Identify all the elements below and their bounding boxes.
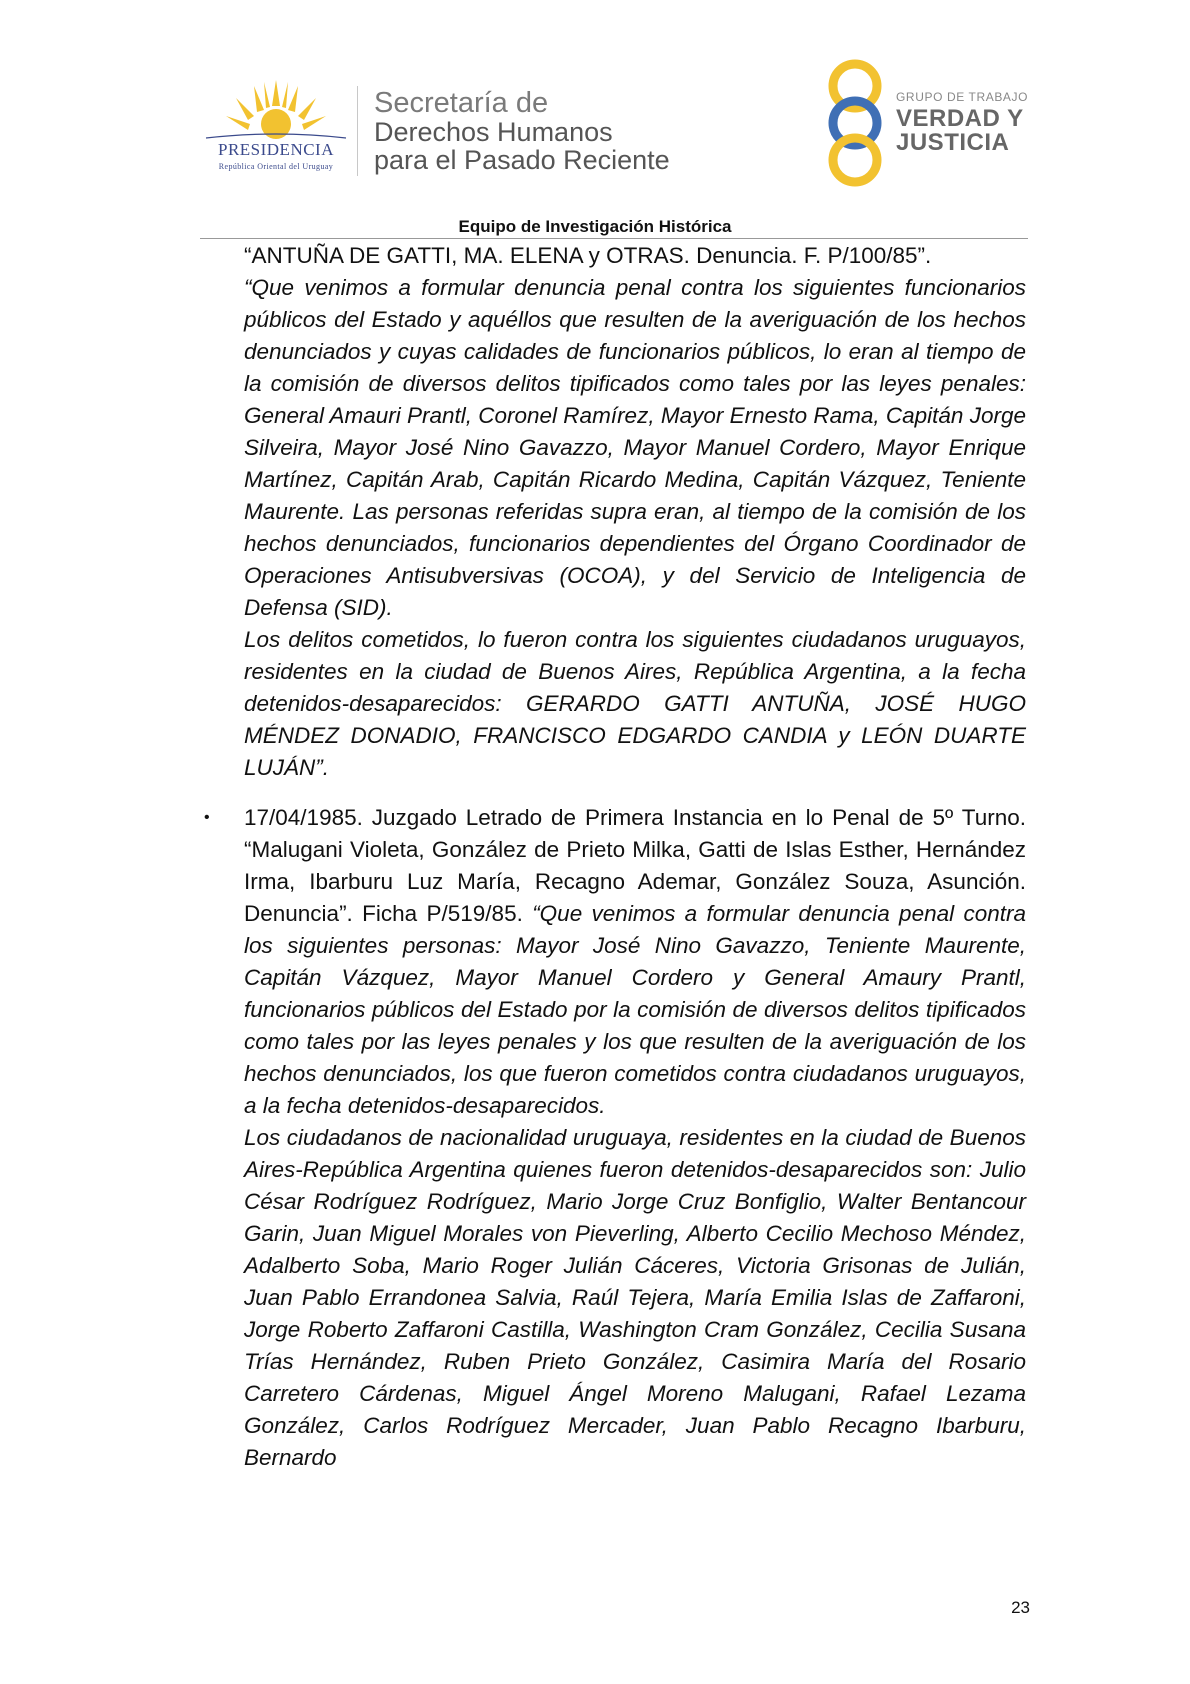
document-body bbox=[204, 240, 1026, 1474]
quote-paragraph: Los delitos cometidos, lo fueron contra los siguientes ciudadanos uruguayos, residentes en la ciudad de Buenos Aires, República Argentina, a la fecha detenidos-desaparecidos: GERARDO GATTI ANTUÑA, JOSÉ HUGO MÉNDEZ DONADIO, FRANCISCO EDGARDO CANDIA y LEÓN DUARTE LUJÁN”. bbox=[244, 627, 1026, 780]
gtvj-line-1: GRUPO DE TRABAJO bbox=[896, 90, 1029, 104]
unit-title: Equipo de Investigación Histórica bbox=[458, 217, 732, 236]
secretaria-line-1: Secretaría de bbox=[374, 87, 549, 119]
bullet-icon: • bbox=[204, 809, 210, 826]
list-item bbox=[204, 802, 1026, 1474]
secretaria-logo-text bbox=[374, 88, 670, 174]
page-header bbox=[0, 0, 1190, 250]
header-rule bbox=[200, 238, 1028, 239]
gtvj-line-3: JUSTICIA bbox=[896, 129, 1010, 156]
quote-inline: “Que venimos a formular denuncia penal contra los siguientes personas: Mayor José Nino Gavazzo, Teniente Maurente, Capitán Vázquez, Mayor Manuel Cordero y General Amaury Prantl, funcionarios públicos del Estado por la comisión de diversos delitos tipificados como tales por las leyes penales y los que resulten de la averiguación de los hechos denunciados, los que fueron cometidos contra ciudadanos uruguayos, a la fecha detenidos-desaparecidos. bbox=[244, 901, 1026, 1118]
header-divider bbox=[357, 86, 358, 176]
case-title: “ANTUÑA DE GATTI, MA. ELENA y OTRAS. Denuncia. F. P/100/85”. bbox=[244, 243, 932, 268]
verdad-justicia-logo bbox=[820, 58, 1040, 188]
case-lead: 17/04/1985. Juzgado Letrado de Primera Instancia en lo Penal de 5º Turno. “Malugani Violeta, González de Prieto Milka, Gatti de Islas Esther, Hernández Irma, Ibarburu Luz María, Recagno Ademar, González Souza, Asunción. Denuncia”. Ficha P/519/85. bbox=[244, 805, 1026, 926]
quote-paragraph: Los ciudadanos de nacionalidad uruguaya, residentes en la ciudad de Buenos Aires-República Argentina quienes fueron detenidos-desaparecidos son: Julio César Rodríguez Rodríguez, Mario Jorge Cruz Bonfiglio, Walter Bentancour Garin, Juan Miguel Morales von Pieverling, Alberto Cecilio Mechoso Méndez, Adalberto Soba, Mario Roger Julián Cáceres, Victoria Grisonas de Julián, Juan Pablo Errandonea Salvia, Raúl Tejera, María Emilia Islas de Zaffaroni, Jorge Roberto Zaffaroni Castilla, Washington Cram González, Cecilia Susana Trías Hernández, Ruben Prieto González, Casimira María del Rosario Carretero Cárdenas, Miguel Ángel Moreno Malugani, Rafael Lezama González, Carlos Rodríguez Mercader, Juan Pablo Recagno Ibarburu, Bernardo bbox=[244, 1125, 1026, 1470]
quote-paragraph: “Que venimos a formular denuncia penal contra los siguientes funcionarios públicos del Estado y aquéllos que resulten de la averiguación de los hechos denunciados y cuyas calidades de funcionarios públicos, lo eran al tiempo de la comisión de diversos delitos tipificados como tales por las leyes penales: General Amauri Prantl, Coronel Ramírez, Mayor Ernesto Rama, Capitán Jorge Silveira, Mayor José Nino Gavazzo, Mayor Manuel Cordero, Mayor Enrique Martínez, Capitán Arab, Capitán Ricardo Medina, Capitán Vázquez, Teniente Maurente. Las personas referidas supra eran, al tiempo de la comisión de los hechos denunciados, funcionarios dependientes del Órgano Coordinador de Operaciones Antisubversivas (OCOA), y del Servicio de Inteligencia de Defensa (SID). bbox=[244, 275, 1026, 620]
secretaria-line-2: Derechos Humanos bbox=[374, 117, 613, 147]
secretaria-line-3: para el Pasado Reciente bbox=[374, 145, 670, 175]
spacer bbox=[244, 784, 1026, 802]
list-item-text bbox=[244, 802, 1026, 1122]
presidencia-logo bbox=[196, 78, 356, 178]
presidencia-name: PRESIDENCIA bbox=[217, 140, 334, 159]
gtvj-line-2: VERDAD Y bbox=[896, 105, 1024, 132]
presidencia-subtitle: República Oriental del Uruguay bbox=[218, 162, 334, 171]
page-number: 23 bbox=[1011, 1598, 1030, 1617]
interlocked-rings-icon bbox=[820, 58, 890, 188]
sun-emblem-icon bbox=[196, 78, 356, 142]
